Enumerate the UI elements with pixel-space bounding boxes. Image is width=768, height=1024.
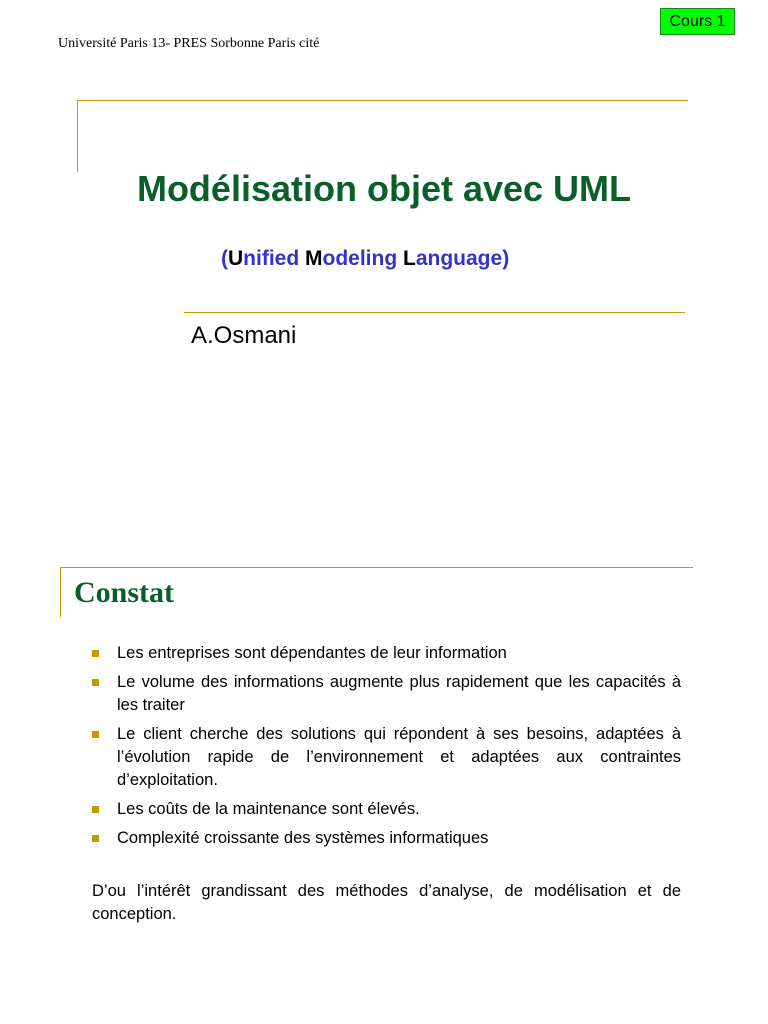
author-divider: [184, 312, 685, 313]
bullet-text: Le volume des informations augmente plus rapidement que les capacités à les traiter: [117, 673, 681, 714]
section-heading: Constat: [74, 576, 175, 609]
conclusion-paragraph: D’ou l’intérêt grandissant des méthodes d’analyse, de modélisation et de conception.: [92, 882, 681, 923]
list-item: [92, 723, 681, 792]
subtitle-cap-m: M: [305, 247, 323, 270]
bullet-text: Les entreprises sont dépendantes de leur information: [117, 644, 507, 662]
subtitle-anguage: anguage): [415, 247, 510, 270]
title-left-rule: [77, 100, 78, 172]
list-item: [92, 671, 681, 717]
subtitle-cap-u: U: [228, 247, 244, 270]
square-bullet-icon: [92, 806, 99, 813]
subtitle-open-paren: (: [221, 247, 228, 270]
square-bullet-icon: [92, 731, 99, 738]
bullet-text: Le client cherche des solutions qui répondent à ses besoins, adaptées à l’évolution rapide de l’environnement et adaptées aux contraintes d’exploitation.: [117, 725, 681, 789]
list-item: [92, 798, 681, 821]
list-item: [92, 642, 681, 665]
title-top-rule: [77, 100, 688, 101]
constat-bullet-list: [92, 642, 681, 856]
institution-header: Université Paris 13- PRES Sorbonne Paris cité: [58, 36, 320, 51]
section-left-rule: [60, 567, 61, 617]
subtitle-cap-l: L: [403, 247, 416, 270]
subtitle-odeling: odeling: [322, 247, 404, 270]
square-bullet-icon: [92, 835, 99, 842]
bullet-text: Complexité croissante des systèmes informatiques: [117, 829, 489, 847]
slide-title: Modélisation objet avec UML: [136, 168, 632, 209]
slide-subtitle: [221, 247, 509, 271]
course-badge: Cours 1: [660, 8, 735, 35]
square-bullet-icon: [92, 650, 99, 657]
author-name: A.Osmani: [191, 322, 297, 349]
list-item: [92, 827, 681, 850]
bullet-text: Les coûts de la maintenance sont élevés.: [117, 800, 420, 818]
square-bullet-icon: [92, 679, 99, 686]
subtitle-nified: nified: [243, 247, 306, 270]
section-top-rule: [60, 567, 693, 568]
